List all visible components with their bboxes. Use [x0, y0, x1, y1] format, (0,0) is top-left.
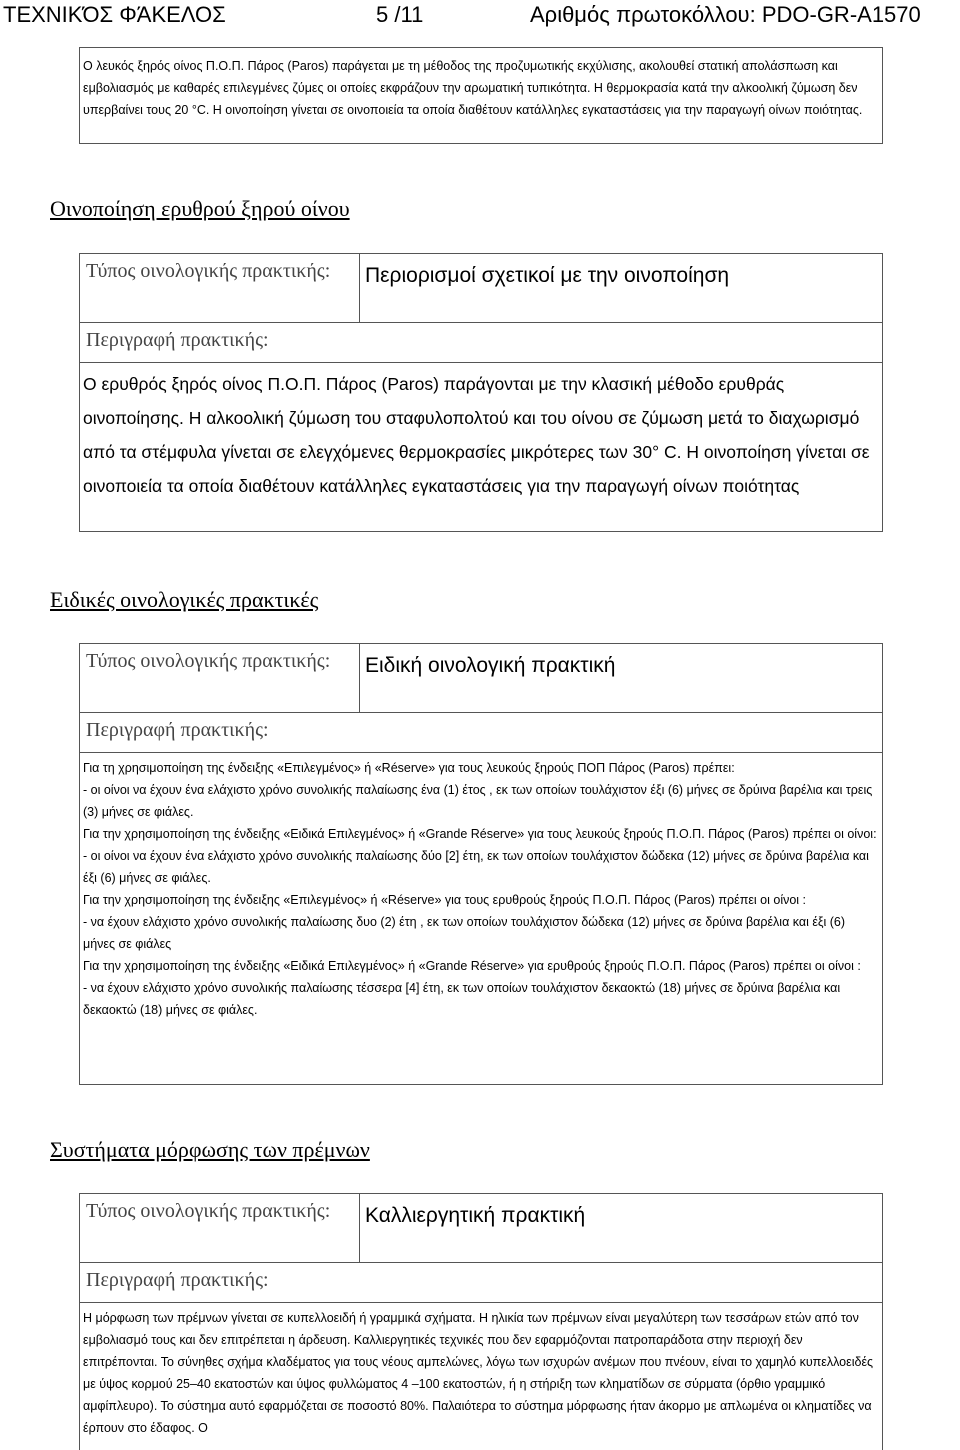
practice-type-label: Τύπος οινολογικής πρακτικής: — [80, 254, 360, 322]
description-paragraph: Για τη χρησιμοποίηση της ένδειξης «Επιλεγμένος» ή «Réserve» για τους λευκούς ξηρούς ΠΟΠ Πάρος (Paros) πρέπει: — [83, 761, 735, 775]
practice-type-row — [80, 254, 882, 323]
practice-table-vine-training — [79, 1193, 883, 1450]
practice-table-special-practices — [79, 643, 883, 1085]
section-heading-vine-training: Συστήματα μόρφωσης των πρέμνων — [50, 1137, 370, 1162]
description-paragraph: - να έχουν ελάχιστο χρόνο συνολικής παλαίωσης δυο (2) έτη , εκ των οποίων τουλάχιστον δώδεκα (12) μήνες σε δρύινα βαρέλια και έξι (6) μήνες σε φιάλες — [83, 915, 846, 951]
practice-type-row — [80, 1194, 882, 1263]
section-heading-special-practices: Ειδικές οινολογικές πρακτικές — [50, 587, 319, 612]
practice-description — [80, 363, 882, 509]
intro-text: Ο λευκός ξηρός οίνος Π.Ο.Π. Πάρος (Paros) παράγεται με τη μέθοδος της προζυμωτικής εκχύλισης, ακολουθεί στατική απολάσπωση και εμβολιασμός με καθαρές επιλεγμένες ζύμες οι οποίες εκφράζουν την αρωματική τυπικότητα. Η θερμοκρασία κατά την αλκοολική ζύμωση δεν υπερβαίνει τους 20 °C. Η οινοποίηση γίνεται σε οινοποιεία τα οποία διαθέτουν κατάλληλες εγκαταστάσεις για την παραγωγή οίνων ποιότητας. — [83, 59, 863, 117]
practice-description-label: Περιγραφή πρακτικής: — [80, 1263, 882, 1303]
practice-description — [80, 753, 882, 1027]
description-paragraph: Για την χρησιμοποίηση της ένδειξης «Ειδικά Επιλεγμένος» ή «Grande Réserve» για ερυθρούς ξηρούς Π.Ο.Π. Πάρος (Paros) πρέπει οι οίνοι : — [83, 959, 861, 973]
document-title: ΤΕΧΝΙΚΌΣ ΦΆΚΕΛΟΣ — [3, 2, 226, 27]
description-paragraph: Για την χρησιμοποίηση της ένδειξης «Ειδικά Επιλεγμένος» ή «Grande Réserve» για τους λευκούς ξηρούς Π.Ο.Π. Πάρος (Paros) πρέπει οι οίνοι: — [83, 827, 877, 841]
practice-type-label: Τύπος οινολογικής πρακτικής: — [80, 644, 360, 712]
practice-type-value: Περιορισμοί σχετικοί με την οινοποίηση — [365, 264, 730, 287]
practice-type-label: Τύπος οινολογικής πρακτικής: — [80, 1194, 360, 1262]
section-heading-red-winemaking: Οινοποίηση ερυθρού ξηρού οίνου — [50, 196, 350, 221]
protocol-number: Αριθμός πρωτοκόλλου: PDO-GR-A1570 — [530, 2, 921, 27]
practice-type-row — [80, 644, 882, 713]
practice-type-value: Καλλιεργητική πρακτική — [365, 1204, 586, 1227]
intro-text-box — [79, 47, 883, 144]
practice-description — [80, 1303, 882, 1445]
description-paragraph: Ο ερυθρός ξηρός οίνος Π.Ο.Π. Πάρος (Paros) παράγονται με την κλασική μέθοδο ερυθράς οινοποίησης. Η αλκοολική ζύμωση του σταφυλοπολτού και του οίνου σε ζύμωση μετά το διαχωρισμό από τα στέμφυλα γίνεται σε ελεγχόμενες θερμοκρασίες μικρότερες των 30° C. Η οινοποίηση γίνεται σε οινοποιεία τα οποία διαθέτουν κατάλληλες εγκαταστάσεις για την παραγωγή οίνων ποιότητας — [83, 374, 870, 496]
description-paragraph: - να έχουν ελάχιστο χρόνο συνολικής παλαίωσης τέσσερα [4] έτη, εκ των οποίων τουλάχιστον δεκαοκτώ (18) μήνες σε δρύινα βαρέλια και δεκαοκτώ (18) μήνες σε φιάλες. — [83, 981, 841, 1017]
description-paragraph: - οι οίνοι να έχουν ένα ελάχιστο χρόνο συνολικής παλαίωσης ένα (1) έτος , εκ των οποίων τουλάχιστον έξι (6) μήνες σε δρύινα βαρέλια και τρεις (3) μήνες σε φιάλες. — [83, 783, 873, 819]
description-paragraph: Η μόρφωση των πρέμνων γίνεται σε κυπελλοειδή ή γραμμικά σχήματα. Η ηλικία των πρέμνων είναι μεγαλύτερη των τεσσάρων ετών από τον εμβολιασμό τους και δεν επιτρέπεται η άρδευση. Καλλιεργητικές τεχνικές που δεν εφαρμόζονται πατροπαράδοτα στην περιοχή δεν επιτρέπονται. Το σύνηθες σχήμα κλαδέματος για τους νέους αμπελώνες, λόγω των ισχυρών ανέμων που πνέουν, είναι το χαμηλό κυπελλοειδές με ύψος κορμού 25–40 εκατοστών και ύψος φυλλώματος 4 –100 εκατοστών, ή η στήριξη των κληματίδων σε σύρματα (όρθιο γραμμικό αμφίπλευρο). Το σύστημα αυτό εφαρμόζεται σε ποσοστό 80%. Παλαιότερα το σύστημα μόρφωσης ήταν άκορμο με απλωμένα οι κληματίδες να έρπουν στο έδαφος. Ο — [83, 1311, 874, 1435]
practice-description-label: Περιγραφή πρακτικής: — [80, 713, 882, 753]
practice-description-label: Περιγραφή πρακτικής: — [80, 323, 882, 363]
description-paragraph: Για την χρησιμοποίηση της ένδειξης «Επιλεγμένος» ή «Réserve» για τους ερυθρούς ξηρούς Π.Ο.Π. Πάρος (Paros) πρέπει οι οίνοι : — [83, 893, 807, 907]
practice-table-red-winemaking — [79, 253, 883, 532]
page-header — [0, 0, 960, 32]
practice-type-value: Ειδική οινολογική πρακτική — [365, 654, 616, 677]
page-number: 5 /11 — [376, 2, 424, 27]
description-paragraph: - οι οίνοι να έχουν ένα ελάχιστο χρόνο συνολικής παλαίωσης δύο [2] έτη, εκ των οποίων τουλάχιστον δώδεκα (12) μήνες σε δρύινα βαρέλια και έξι (6) μήνες σε φιάλες. — [83, 849, 869, 885]
